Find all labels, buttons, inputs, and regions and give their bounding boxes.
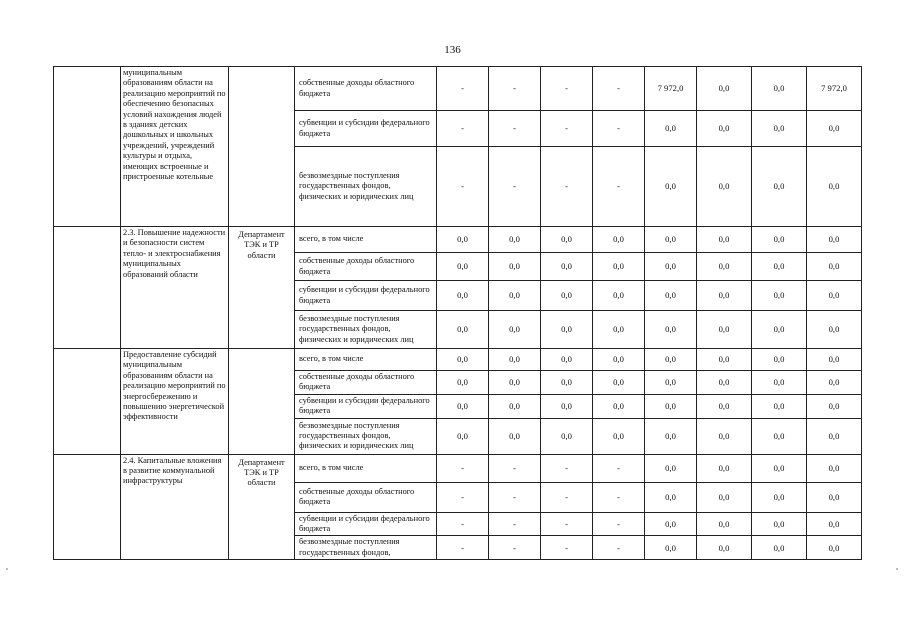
value-cell: 0,0	[645, 111, 697, 147]
value-cell: 7 972,0	[645, 67, 697, 111]
measure-description: 2.4. Капитальные вложения в развитие коммунальной инфраструктуры	[121, 454, 229, 560]
table-row	[54, 67, 862, 111]
funding-source: безвозмездные поступления государственных фондов,	[295, 536, 437, 560]
value-cell: 0,0	[752, 454, 807, 482]
value-cell: 0,0	[645, 371, 697, 395]
value-cell: -	[489, 536, 541, 560]
value-cell: -	[437, 111, 489, 147]
value-cell: 0,0	[437, 227, 489, 253]
table-row	[54, 227, 862, 253]
value-cell: -	[489, 454, 541, 482]
value-cell: -	[489, 482, 541, 512]
value-cell: 0,0	[807, 371, 862, 395]
value-cell: 0,0	[697, 418, 752, 454]
value-cell: 0,0	[541, 349, 593, 371]
executor-cell	[229, 67, 295, 227]
value-cell: 0,0	[645, 418, 697, 454]
value-cell: 0,0	[645, 253, 697, 281]
value-cell: -	[541, 482, 593, 512]
value-cell: 7 972,0	[807, 67, 862, 111]
value-cell: -	[593, 111, 645, 147]
value-cell: 0,0	[645, 512, 697, 536]
value-cell: 0,0	[489, 394, 541, 418]
value-cell: 0,0	[752, 482, 807, 512]
value-cell: 0,0	[752, 227, 807, 253]
value-cell: 0,0	[593, 349, 645, 371]
value-cell: 0,0	[807, 227, 862, 253]
value-cell: 0,0	[645, 482, 697, 512]
funding-source: безвозмездные поступления государственных фондов, физических и юридических лиц	[295, 311, 437, 349]
value-cell: -	[593, 482, 645, 512]
table-row	[54, 349, 862, 371]
value-cell: 0,0	[807, 454, 862, 482]
number-cell	[54, 67, 121, 227]
budget-table-container	[53, 66, 862, 560]
value-cell: -	[437, 67, 489, 111]
value-cell: 0,0	[752, 311, 807, 349]
table-row	[54, 454, 862, 482]
funding-source: всего, в том числе	[295, 349, 437, 371]
value-cell: 0,0	[752, 371, 807, 395]
value-cell: -	[593, 454, 645, 482]
value-cell: 0,0	[697, 454, 752, 482]
value-cell: 0,0	[437, 418, 489, 454]
value-cell: -	[437, 454, 489, 482]
value-cell: -	[541, 147, 593, 227]
value-cell: 0,0	[541, 418, 593, 454]
value-cell: 0,0	[541, 281, 593, 311]
value-cell: -	[593, 512, 645, 536]
value-cell: 0,0	[697, 512, 752, 536]
budget-table	[53, 66, 862, 560]
value-cell: -	[541, 512, 593, 536]
value-cell: 0,0	[697, 227, 752, 253]
value-cell: 0,0	[697, 394, 752, 418]
scan-mark-left	[6, 568, 8, 570]
value-cell: 0,0	[541, 394, 593, 418]
value-cell: 0,0	[645, 227, 697, 253]
value-cell: 0,0	[489, 371, 541, 395]
value-cell: 0,0	[752, 111, 807, 147]
value-cell: 0,0	[697, 349, 752, 371]
funding-source: всего, в том числе	[295, 454, 437, 482]
funding-source: субвенции и субсидии федерального бюджета	[295, 281, 437, 311]
value-cell: 0,0	[807, 311, 862, 349]
value-cell: 0,0	[437, 371, 489, 395]
value-cell: 0,0	[807, 281, 862, 311]
value-cell: 0,0	[645, 394, 697, 418]
measure-description: муниципальным образованиям области на реализацию мероприятий по обеспечению безопасных условий нахождения людей в зданиях детских дошкольных и школьных учреждений, учреждений культуры и отдыха, имеющих встроенные и пристроенные котельные	[121, 67, 229, 227]
value-cell: -	[489, 512, 541, 536]
value-cell: 0,0	[437, 253, 489, 281]
executor-cell	[229, 349, 295, 455]
value-cell: 0,0	[752, 349, 807, 371]
value-cell: 0,0	[593, 371, 645, 395]
value-cell: -	[593, 536, 645, 560]
value-cell: 0,0	[752, 418, 807, 454]
value-cell: 0,0	[593, 418, 645, 454]
value-cell: 0,0	[807, 512, 862, 536]
value-cell: 0,0	[645, 454, 697, 482]
value-cell: 0,0	[593, 227, 645, 253]
value-cell: 0,0	[697, 67, 752, 111]
value-cell: 0,0	[541, 371, 593, 395]
value-cell: 0,0	[752, 67, 807, 111]
value-cell: 0,0	[752, 536, 807, 560]
value-cell: 0,0	[593, 281, 645, 311]
value-cell: -	[541, 454, 593, 482]
value-cell: -	[541, 536, 593, 560]
funding-source: собственные доходы областного бюджета	[295, 253, 437, 281]
measure-description: 2.3. Повышение надежности и безопасности систем тепло- и электроснабжения муниципальных образований области	[121, 227, 229, 349]
funding-source: всего, в том числе	[295, 227, 437, 253]
page-number: 136	[444, 44, 461, 56]
value-cell: 0,0	[489, 253, 541, 281]
value-cell: -	[541, 111, 593, 147]
value-cell: 0,0	[752, 253, 807, 281]
value-cell: -	[437, 147, 489, 227]
value-cell: 0,0	[645, 147, 697, 227]
funding-source: безвозмездные поступления государственных фондов, физических и юридических лиц	[295, 418, 437, 454]
value-cell: 0,0	[645, 311, 697, 349]
funding-source: собственные доходы областного бюджета	[295, 67, 437, 111]
value-cell: -	[489, 111, 541, 147]
value-cell: 0,0	[807, 536, 862, 560]
executor-cell: Департамент ТЭК и ТР области	[229, 227, 295, 349]
value-cell: -	[489, 147, 541, 227]
value-cell: 0,0	[697, 281, 752, 311]
funding-source: субвенции и субсидии федерального бюджета	[295, 111, 437, 147]
value-cell: 0,0	[697, 482, 752, 512]
funding-source: собственные доходы областного бюджета	[295, 482, 437, 512]
value-cell: 0,0	[807, 482, 862, 512]
value-cell: 0,0	[489, 281, 541, 311]
value-cell: -	[437, 512, 489, 536]
value-cell: 0,0	[437, 349, 489, 371]
value-cell: 0,0	[807, 349, 862, 371]
value-cell: -	[437, 536, 489, 560]
number-cell	[54, 349, 121, 455]
value-cell: -	[593, 67, 645, 111]
value-cell: 0,0	[593, 311, 645, 349]
value-cell: 0,0	[807, 394, 862, 418]
value-cell: -	[593, 147, 645, 227]
value-cell: 0,0	[437, 311, 489, 349]
value-cell: 0,0	[807, 111, 862, 147]
value-cell: 0,0	[645, 281, 697, 311]
value-cell: 0,0	[541, 227, 593, 253]
value-cell: 0,0	[697, 371, 752, 395]
funding-source: собственные доходы областного бюджета	[295, 371, 437, 395]
value-cell: 0,0	[807, 418, 862, 454]
value-cell: 0,0	[807, 147, 862, 227]
value-cell: 0,0	[697, 253, 752, 281]
value-cell: 0,0	[489, 418, 541, 454]
value-cell: -	[541, 67, 593, 111]
value-cell: 0,0	[752, 281, 807, 311]
funding-source: субвенции и субсидии федерального бюджета	[295, 394, 437, 418]
value-cell: 0,0	[489, 349, 541, 371]
value-cell: 0,0	[541, 311, 593, 349]
number-cell	[54, 227, 121, 349]
value-cell: 0,0	[593, 253, 645, 281]
value-cell: 0,0	[437, 281, 489, 311]
value-cell: 0,0	[645, 536, 697, 560]
value-cell: 0,0	[697, 311, 752, 349]
value-cell: 0,0	[807, 253, 862, 281]
value-cell: 0,0	[752, 394, 807, 418]
funding-source: безвозмездные поступления государственных фондов, физических и юридических лиц	[295, 147, 437, 227]
value-cell: 0,0	[697, 536, 752, 560]
number-cell	[54, 454, 121, 560]
funding-source: субвенции и субсидии федерального бюджета	[295, 512, 437, 536]
value-cell: -	[437, 482, 489, 512]
value-cell: 0,0	[541, 253, 593, 281]
value-cell: 0,0	[697, 147, 752, 227]
value-cell: -	[489, 67, 541, 111]
value-cell: 0,0	[489, 227, 541, 253]
value-cell: 0,0	[593, 394, 645, 418]
executor-cell: Департамент ТЭК и ТР области	[229, 454, 295, 560]
scan-mark-right	[896, 568, 898, 570]
measure-description: Предоставление субсидий муниципальным образованиям области на реализацию мероприятий по энергосбережению и повышению энергетической эффективности	[121, 349, 229, 455]
value-cell: 0,0	[697, 111, 752, 147]
value-cell: 0,0	[645, 349, 697, 371]
value-cell: 0,0	[752, 147, 807, 227]
value-cell: 0,0	[437, 394, 489, 418]
value-cell: 0,0	[489, 311, 541, 349]
value-cell: 0,0	[752, 512, 807, 536]
